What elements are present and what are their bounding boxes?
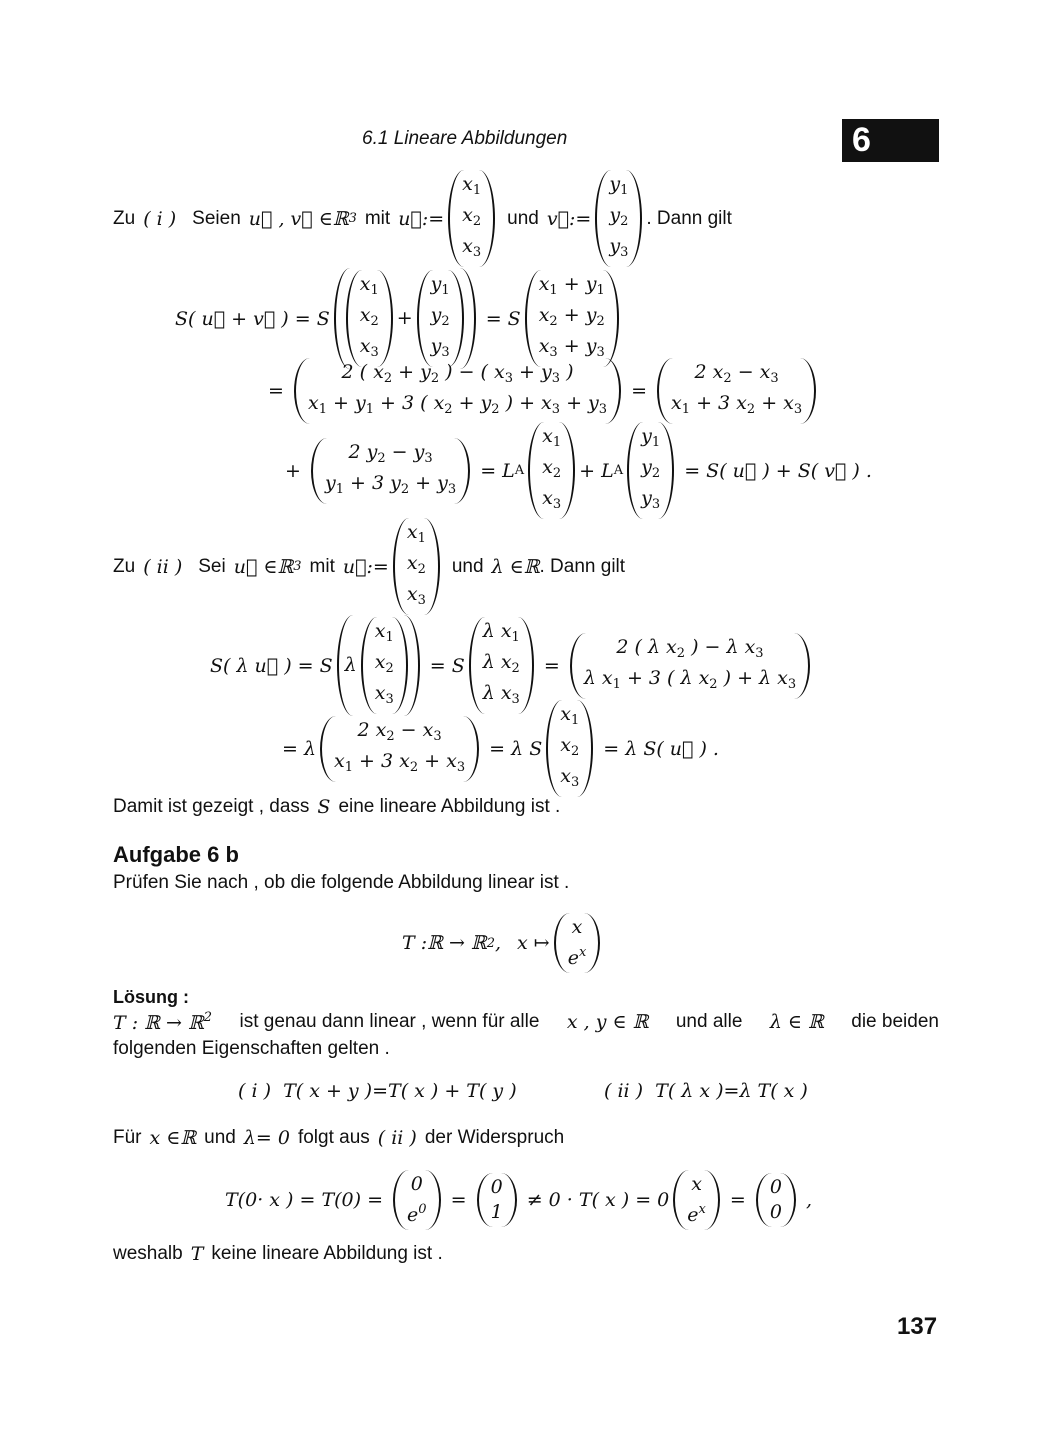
marker-ii: ( ii )	[143, 555, 183, 578]
equation-homogeneity-1: S( λ u⃗ ) = S λ $x_1$ $x_2$ $x_3$ = S λ $x_1$ λ $x_2$ λ $x_3$ = 2 ( λ $x_2$ ) − λ $x_3$ λ $x_1 + 3$ ( λ $x_2$ ) + λ $x_3$	[210, 615, 814, 716]
solution-line-1: T : ℝ → ℝ$^2$ ist genau dann linear , wenn für alle x , y ∈ ℝ und alle λ ∈ ℝ die beiden	[113, 1010, 939, 1034]
chapter-tab: 6	[842, 119, 939, 162]
vector-y: $y_1$ $y_2$ $y_3$	[595, 170, 642, 267]
contradiction-equation: T( 0 · x ) = T( 0 ) = 0 $e^0$ = 0 1 ≠ 0 · T( x ) = 0 x $e^x$ = 0 0 ,	[225, 1170, 812, 1230]
part-i-intro: Zu ( i ) Seien u⃗ , v⃗ ∈ ℝ 3 mit u⃗ := $x_1$ $x_2$ $x_3$ und v⃗ := $y_1$ $y_2$ $y_3$ . Dann gilt	[113, 170, 732, 267]
equation-homogeneity-2: = λ 2 $x_2 - x_3$ $x_1 + 3$ $x_2 + x_3$ = λ S $x_1$ $x_2$ $x_3$ = λ S( u⃗ ) .	[282, 700, 719, 797]
equation-additivity-2: = 2 ( $x_2 + y_2$ ) − ( $x_3 + y_3$ ) $x_1 + y_1 + 3$ ( $x_2 + y_2$ ) + $x_3 + y_3$ = 2 $x_2 - x_3$ $x_1 + 3$ $x_2 + x_3$	[268, 358, 820, 424]
solution-line-2: folgenden Eigenschaften gelten .	[113, 1038, 390, 1059]
conclusion-line: Damit ist gezeigt , dass S eine lineare Abbildung ist .	[113, 796, 561, 818]
contradiction-intro: Für x ∈ ℝ und λ = 0 folgt aus ( ii ) der Widerspruch	[113, 1127, 565, 1149]
mit-text: mit	[309, 555, 335, 577]
solution-heading: Lösung :	[113, 987, 189, 1007]
task-prompt: Prüfen Sie nach , ob die folgende Abbildung linear ist .	[113, 872, 570, 893]
vector-x: $x_1$ $x_2$ $x_3$	[448, 170, 495, 267]
page-number: 137	[897, 1313, 938, 1340]
zu-label: Zu	[113, 555, 136, 577]
zu-label: Zu	[113, 207, 136, 229]
dann-gilt-text: . Dann gilt	[539, 555, 626, 577]
part-ii-intro: Zu ( ii ) Sei u⃗ ∈ ℝ 3 mit u⃗ := $x_1$ $x_2$ $x_3$ und λ ∈ ℝ . Dann gilt	[113, 518, 625, 615]
marker-i: ( i )	[143, 207, 177, 230]
map-definition: T : ℝ → ℝ 2 , x ↦ x $e^x$	[402, 913, 604, 973]
property-ii: ( ii ) T( λ x ) = λ T( x )	[604, 1080, 808, 1102]
equation-additivity-3: + 2 $y_2 - y_3$ $y_1 + 3$ $y_2 + y_3$ = L A $x_1$ $x_2$ $x_3$ + L A $y_1$ $y_2$ $y_3$ = S( u⃗ ) + S( v⃗ ) .	[285, 422, 872, 519]
sei-text: Sei	[198, 555, 226, 577]
und-text: und	[507, 207, 539, 229]
equation-additivity-1: S( u⃗ + v⃗ ) = S $x_1$ $x_2$ $x_3$ + $y_1$ $y_2$ $y_3$ = S $x_1 + y_1$ $x_2 + y_2$ $x_3 + y_3$	[175, 268, 623, 369]
und-text: und	[451, 555, 484, 577]
task-heading: Aufgabe 6 b	[113, 842, 239, 867]
mit-text: mit	[364, 207, 391, 229]
dann-gilt-text: . Dann gilt	[646, 207, 732, 229]
seien-text: Seien	[192, 207, 241, 229]
running-header: 6.1 Lineare Abbildungen	[362, 128, 568, 149]
property-i: ( i ) T( x + y ) = T( x ) + T( y )	[238, 1080, 517, 1102]
final-line: weshalb T keine lineare Abbildung ist .	[113, 1243, 443, 1265]
